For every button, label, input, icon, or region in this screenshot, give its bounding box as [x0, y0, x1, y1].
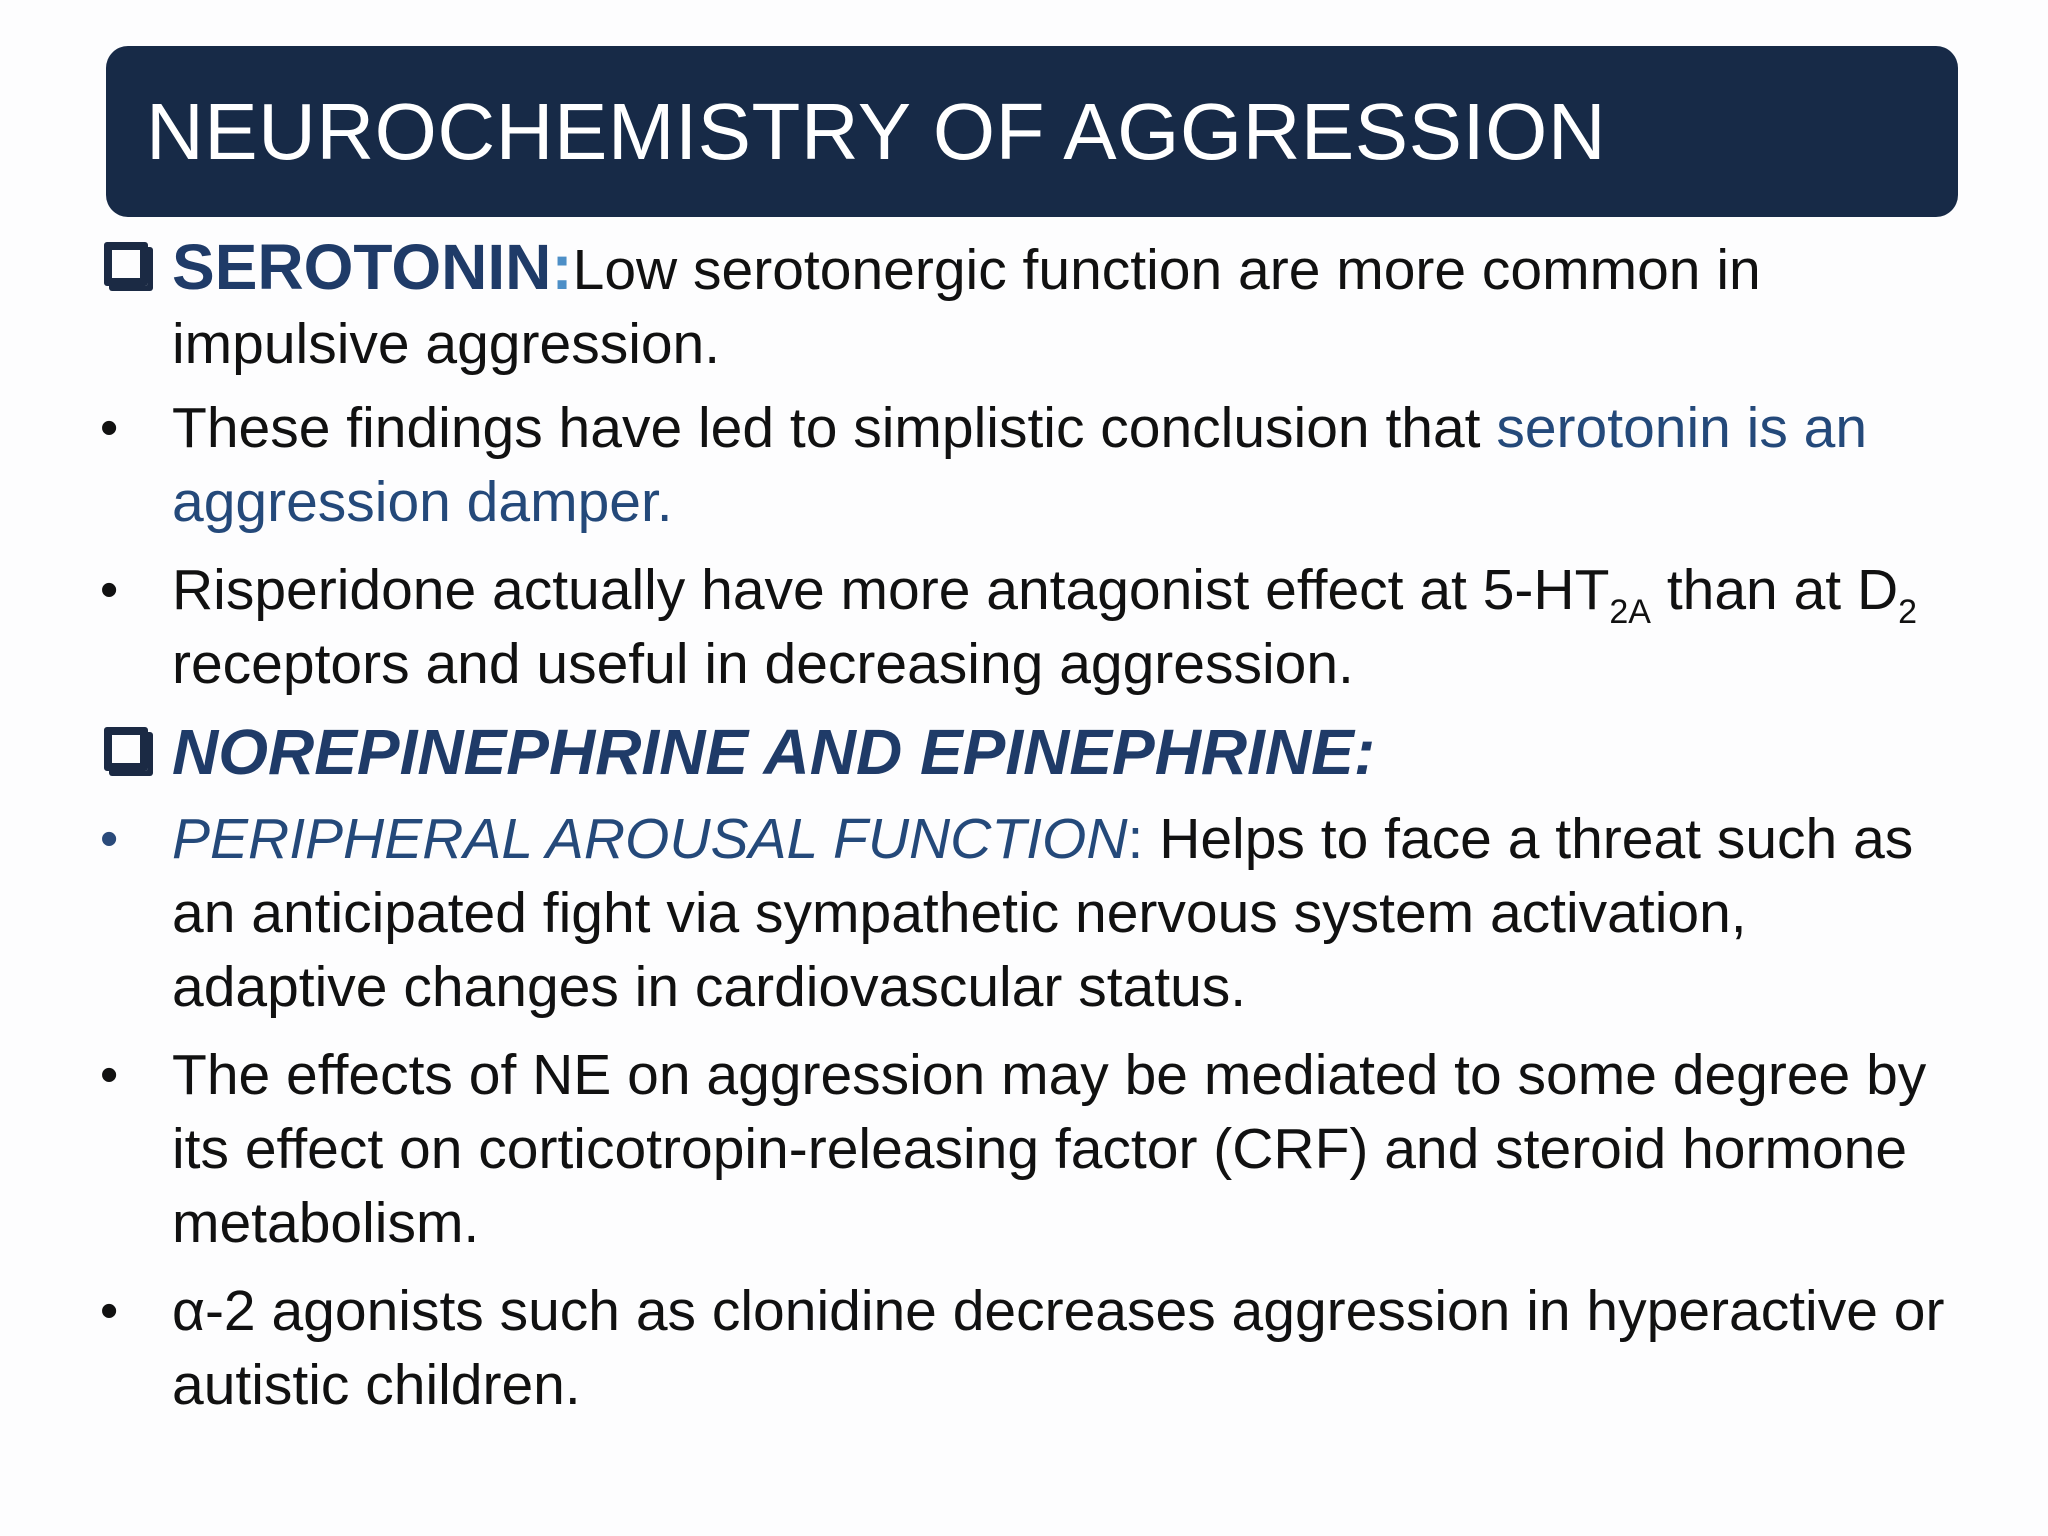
section-heading-text: Low serotonergic function are more common in impulsive aggression.: [172, 238, 1761, 376]
bullet-item: [96, 553, 1956, 701]
bullet-item: [96, 1038, 1956, 1260]
bullet-text: These findings have led to simplistic conclusion that: [172, 396, 1497, 460]
slide-content: [96, 230, 1956, 1436]
title-bar: [106, 46, 1958, 217]
section-heading-serotonin: SEROTONIN: [172, 231, 552, 303]
bullet-highlight: serotonin is an aggression damper.: [172, 396, 1868, 534]
bullet-icon: •: [100, 1282, 119, 1340]
bullet-item: [96, 391, 1956, 539]
bullet-icon: •: [100, 1046, 119, 1104]
section-heading-colon: :: [551, 231, 573, 303]
checkbox-icon: [104, 242, 148, 286]
slide-title: NEUROCHEMISTRY OF AGGRESSION: [146, 87, 1607, 176]
bullet-text: α-2 agonists such as clonidine decreases aggression in hyperactive or autistic children.: [172, 1279, 1945, 1417]
bullet-icon: •: [100, 561, 119, 619]
bullet-text: Risperidone actually have more antagonist effect at 5-HT: [172, 558, 1610, 622]
bullet-text: than at D: [1650, 558, 1899, 622]
bullet-item: [96, 802, 1956, 1024]
checkbox-icon: [104, 727, 148, 771]
bullet-colon: :: [1127, 807, 1144, 871]
bullet-text: receptors and useful in decreasing aggression.: [172, 632, 1354, 696]
bullet-item: [96, 1274, 1956, 1422]
bullet-text: Helps to face a threat such as an anticipated fight via sympathetic nervous system activation, adaptive changes in cardiovascular status.: [172, 807, 1914, 1019]
subscript-2a: 2A: [1609, 593, 1651, 631]
bullet-text: The effects of NE on aggression may be mediated to some degree by its effect on corticotropin-releasing factor (CRF) and steroid hormone metabolism.: [172, 1043, 1927, 1255]
bullet-icon: •: [100, 399, 119, 457]
bullet-icon: •: [100, 810, 119, 868]
subscript-2: 2: [1898, 593, 1918, 631]
bullet-highlight: PERIPHERAL AROUSAL FUNCTION: [172, 807, 1128, 871]
section-norepinephrine: [96, 715, 1956, 792]
section-serotonin: [96, 230, 1956, 381]
section-heading-norepinephrine: NOREPINEPHRINE AND EPINEPHRINE:: [172, 716, 1376, 788]
